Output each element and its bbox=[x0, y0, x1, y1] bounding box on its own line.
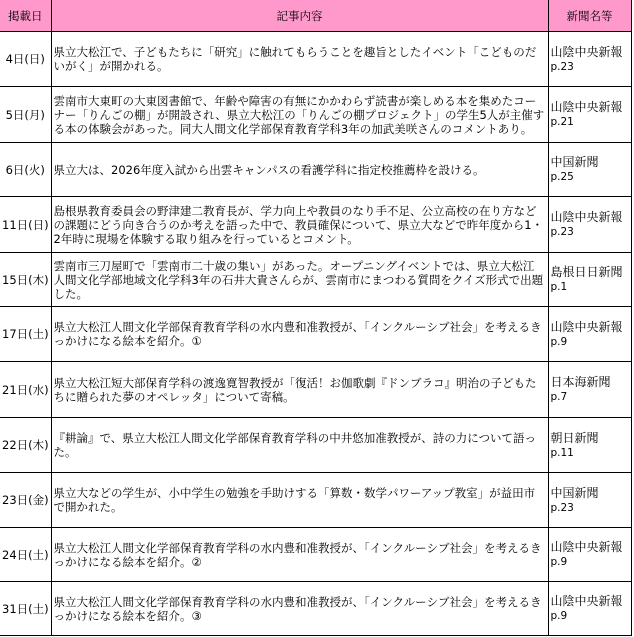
date-cell: 24日(土) bbox=[0, 528, 51, 582]
page-number: p.7 bbox=[550, 391, 568, 403]
content-cell: 雲南市大東町の大東図書館で、年齢や障害の有無にかかわらず読書が楽しめる本を集めたコーナー「りんごの棚」が開設され、県立大松江の「りんごの棚プロジェクト」の学生5人が主催する本の体験会があった。同大人間文化学部保育教育学科3年の加武美咲さんのコメントあり。 bbox=[51, 87, 548, 143]
date-cell: 23日(金) bbox=[0, 473, 51, 528]
content-cell: 島根県教育委員会の野津建二教育長が、学力向上や教員のなり手不足、公立高校の在り方などの課題にどう向き合うのか考えを語った中で、教員確保について、県立大などで昨年度から1・2年時に現場を体験する取り組みを行っているとコメント。 bbox=[51, 197, 548, 253]
table-row bbox=[0, 197, 631, 253]
date-cell: 21日(水) bbox=[0, 362, 51, 418]
source-cell bbox=[548, 253, 631, 307]
source-cell bbox=[548, 418, 631, 473]
page-number: p.1 bbox=[550, 281, 568, 293]
content-cell: 県立大松江人間文化学部保育教育学科の水内豊和准教授が、「インクルーシブ社会」を考えるきっかけになる絵本を紹介。① bbox=[51, 307, 548, 362]
table-row bbox=[0, 473, 631, 528]
newspaper-name: 日本海新聞 bbox=[550, 375, 611, 389]
source-cell bbox=[548, 197, 631, 253]
header-content: 記事内容 bbox=[51, 0, 548, 32]
page-number: p.9 bbox=[550, 610, 568, 622]
table-row bbox=[0, 87, 631, 143]
page-number: p.21 bbox=[550, 116, 574, 128]
page-number: p.23 bbox=[550, 60, 574, 73]
newspaper-name: 山陰中央新報 bbox=[550, 319, 623, 334]
page-number: p.11 bbox=[550, 446, 574, 459]
newspaper-name: 山陰中央新報 bbox=[550, 44, 623, 59]
newspaper-name: 山陰中央新報 bbox=[550, 594, 623, 608]
date-cell: 6日(火) bbox=[0, 143, 51, 197]
date-cell: 11日(日) bbox=[0, 197, 51, 253]
page-number: p.25 bbox=[550, 171, 574, 183]
content-cell: 県立大松江人間文化学部保育教育学科の水内豊和准教授が、「インクルーシブ社会」を考えるきっかけになる絵本を紹介。③ bbox=[51, 582, 548, 636]
date-cell: 31日(土) bbox=[0, 582, 51, 636]
content-cell: 県立大松江人間文化学部保育教育学科の水内豊和准教授が、「インクルーシブ社会」を考えるきっかけになる絵本を紹介。② bbox=[51, 528, 548, 582]
newspaper-name: 山陰中央新報 bbox=[550, 100, 623, 114]
header-source: 新聞名等 bbox=[548, 0, 631, 32]
page-number: p.9 bbox=[550, 556, 568, 568]
source-cell bbox=[548, 143, 631, 197]
content-cell: 県立大は、2026年度入試から出雲キャンパスの看護学科に指定校推薦枠を設ける。 bbox=[51, 143, 548, 197]
source-cell bbox=[548, 307, 631, 362]
page-number: p.9 bbox=[550, 335, 568, 348]
table-row bbox=[0, 32, 631, 87]
date-cell: 5日(月) bbox=[0, 87, 51, 143]
date-cell: 22日(木) bbox=[0, 418, 51, 473]
date-cell: 15日(木) bbox=[0, 253, 51, 307]
table-row bbox=[0, 143, 631, 197]
content-cell: 県立大などの学生が、小中学生の勉強を手助けする「算数・数学パワーアップ教室」が益田市で開かれた。 bbox=[51, 473, 548, 528]
content-cell: 雲南市三刀屋町で「雲南市二十歳の集い」があった。オープニングイベントでは、県立大松江人間文化学部地域文化学科3年の石井大貴さんらが、雲南市にまつわる質問をクイズ形式で出題した。 bbox=[51, 253, 548, 307]
table-row bbox=[0, 362, 631, 418]
page-number: p.23 bbox=[550, 501, 574, 514]
table-row bbox=[0, 528, 631, 582]
source-cell bbox=[548, 473, 631, 528]
newspaper-name: 山陰中央新報 bbox=[550, 210, 623, 224]
header-row bbox=[0, 0, 631, 32]
newspaper-name: 島根日日新聞 bbox=[550, 265, 623, 279]
table-row bbox=[0, 253, 631, 307]
date-cell: 17日(土) bbox=[0, 307, 51, 362]
content-cell: 県立大松江短大部保育学科の渡逸寛智教授が「復活！お伽歌劇『ドンブラコ』明治の子どもたちに贈られた夢のオペレッタ」について寄稿。 bbox=[51, 362, 548, 418]
source-cell bbox=[548, 32, 631, 87]
newspaper-name: 中国新聞 bbox=[550, 155, 599, 169]
date-cell: 4日(日) bbox=[0, 32, 51, 87]
header-date: 掲載日 bbox=[0, 0, 51, 32]
table-row bbox=[0, 307, 631, 362]
table-row bbox=[0, 418, 631, 473]
newspaper-name: 朝日新聞 bbox=[550, 430, 599, 445]
table-row bbox=[0, 582, 631, 636]
page-number: p.23 bbox=[550, 226, 574, 238]
newspaper-name: 中国新聞 bbox=[550, 485, 599, 500]
source-cell bbox=[548, 582, 631, 636]
content-cell: 県立大松江で、子どもたちに「研究」に触れてもらうことを趣旨としたイベント「こどものだいがく」が開かれる。 bbox=[51, 32, 548, 87]
newspaper-name: 山陰中央新報 bbox=[550, 540, 623, 554]
source-cell bbox=[548, 528, 631, 582]
source-cell bbox=[548, 362, 631, 418]
content-cell: 『耕論』で、県立大松江人間文化学部保育教育学科の中井悠加准教授が、詩の力について語った。 bbox=[51, 418, 548, 473]
source-cell bbox=[548, 87, 631, 143]
